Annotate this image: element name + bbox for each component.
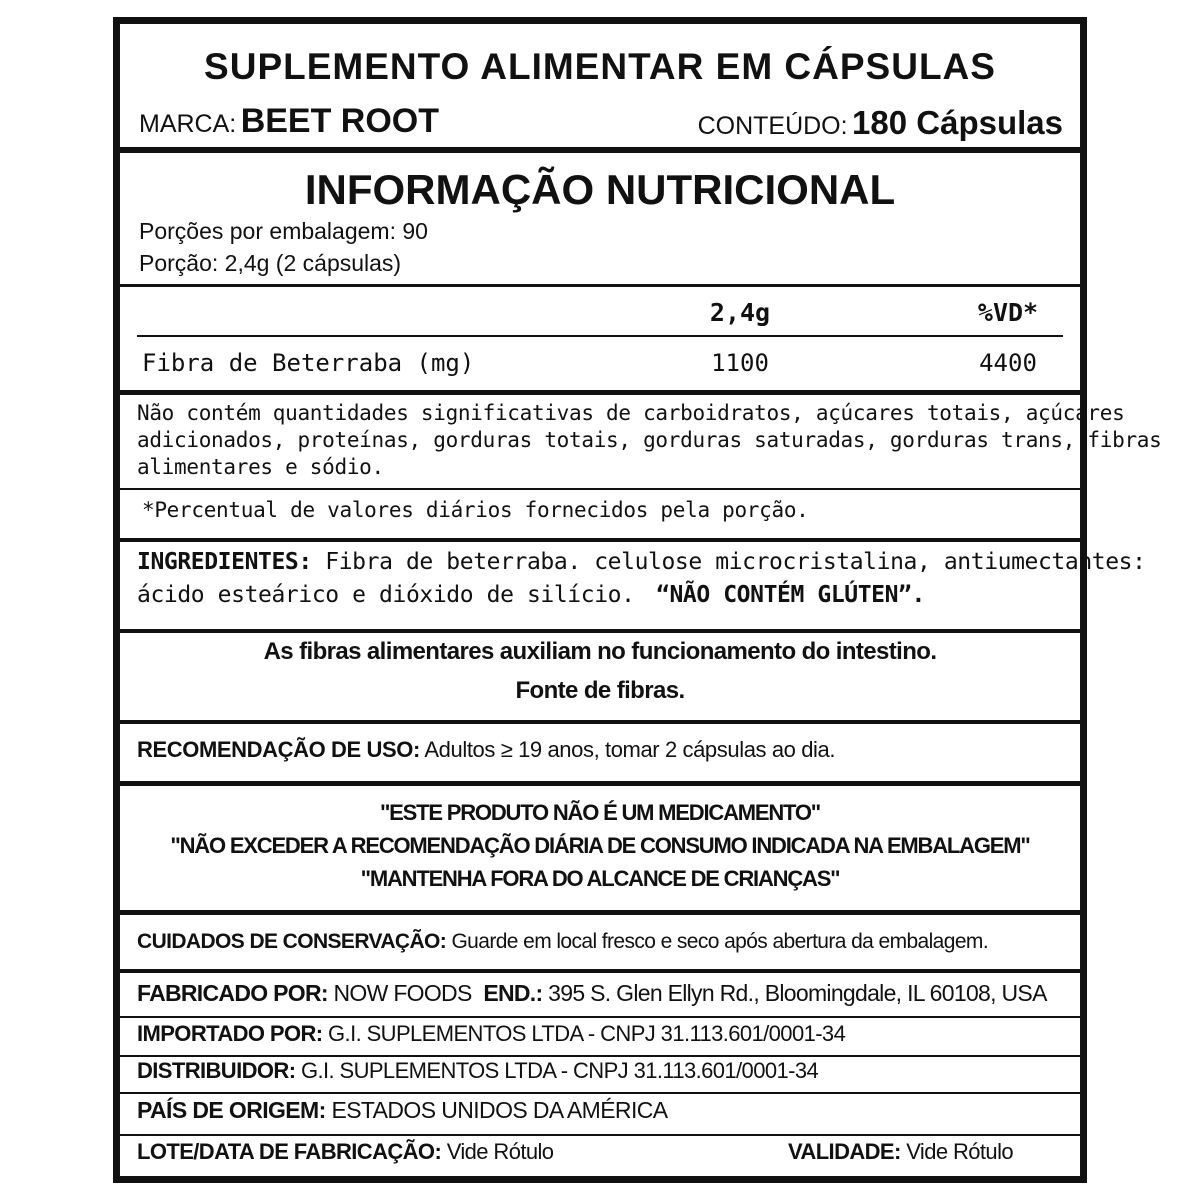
- batch-row: [137, 1139, 553, 1165]
- usage-text: Adultos ≥ 19 anos, tomar 2 cápsulas ao dia.: [424, 737, 836, 762]
- column-amount-header: 2,4g: [709, 298, 771, 327]
- content-row: [698, 104, 1063, 142]
- ingredients-text-1: Fibra de beterraba. celulose microcristalina, antiumectantes:: [325, 549, 1146, 575]
- servings-per-pack: Porções por embalagem: 90: [139, 218, 428, 244]
- manufacturer-name: NOW FOODS: [333, 980, 472, 1006]
- storage-label: CUIDADOS DE CONSERVAÇÃO:: [137, 930, 447, 953]
- nutrition-heading: INFORMAÇÃO NUTRICIONAL: [304, 166, 896, 213]
- divider-origin-top: [120, 1092, 1080, 1094]
- ingredients-line-2: [137, 582, 925, 608]
- divider-table-header: [137, 335, 1063, 337]
- nutrient-row-name: Fibra de Beterraba (mg): [142, 349, 475, 377]
- product-title: SUPLEMENTO ALIMENTAR EM CÁPSULAS: [204, 46, 996, 87]
- manufacturer-address: 395 S. Glen Ellyn Rd., Bloomingdale, IL 60108, USA: [548, 980, 1047, 1006]
- divider-usage-top: [120, 720, 1080, 724]
- divider-manufacturer-top: [120, 969, 1080, 973]
- usage-label: RECOMENDAÇÃO DE USO:: [137, 737, 420, 762]
- ingredients-label: INGREDIENTES:: [137, 549, 312, 575]
- validity-text: Vide Rótulo: [906, 1139, 1013, 1164]
- nutrient-row-dv: 4400: [979, 349, 1037, 377]
- not-significant-line-2: adicionados, proteínas, gorduras totais, gorduras saturadas, gorduras trans, fibras: [137, 428, 1162, 452]
- divider-batch-top: [120, 1134, 1080, 1136]
- warning-children: "MANTENHA FORA DO ALCANCE DE CRIANÇAS": [360, 866, 840, 891]
- column-dv-header: %VD*: [977, 298, 1039, 327]
- supplement-label: [113, 17, 1162, 1183]
- storage-row: [137, 930, 988, 954]
- distributor-text: G.I. SUPLEMENTOS LTDA - CNPJ 31.113.601/0001-34: [300, 1058, 819, 1083]
- divider-distributor-top: [120, 1055, 1080, 1057]
- warning-not-medicine: "ESTE PRODUTO NÃO É UM MEDICAMENTO": [379, 800, 821, 825]
- claim-line-1: As fibras alimentares auxiliam no funcionamento do intestino.: [263, 638, 937, 665]
- divider-table-bottom: [120, 390, 1080, 395]
- divider-storage-top: [120, 910, 1080, 915]
- ingredients-text-2: ácido esteárico e dióxido de silício.: [137, 582, 635, 608]
- brand-row: [139, 102, 439, 141]
- validity-row: [788, 1139, 1013, 1165]
- batch-label: LOTE/DATA DE FABRICAÇÃO:: [137, 1139, 442, 1164]
- nutrient-row-amount: 1100: [711, 349, 769, 377]
- divider-warnings-top: [120, 781, 1080, 786]
- origin-label: PAÍS DE ORIGEM:: [137, 1097, 326, 1123]
- claim-line-2: Fonte de fibras.: [515, 677, 685, 704]
- importer-text: G.I. SUPLEMENTOS LTDA - CNPJ 31.113.601/0001-34: [328, 1021, 846, 1046]
- content-value: 180 Cápsulas: [852, 104, 1063, 141]
- validity-label: VALIDADE:: [787, 1139, 901, 1164]
- warning-dosage: "NÃO EXCEDER A RECOMENDAÇÃO DIÁRIA DE CONSUMO INDICADA NA EMBALAGEM": [170, 833, 1030, 858]
- origin-row: [137, 1097, 667, 1124]
- divider-importer-top: [120, 1016, 1080, 1018]
- distributor-row: [137, 1058, 818, 1084]
- content-label: CONTEÚDO:: [697, 112, 848, 140]
- origin-text: ESTADOS UNIDOS DA AMÉRICA: [331, 1097, 668, 1123]
- divider-header: [120, 147, 1080, 153]
- divider-serving: [120, 284, 1080, 287]
- gluten-free-statement: “NÃO CONTÉM GLÚTEN”.: [656, 582, 925, 608]
- distributor-label: DISTRIBUIDOR:: [137, 1058, 296, 1083]
- importer-label: IMPORTADO POR:: [137, 1021, 323, 1046]
- divider-ingredients-top: [120, 538, 1080, 542]
- ingredients-line-1: [137, 549, 1146, 575]
- usage-row: [137, 737, 835, 763]
- manufacturer-row: [137, 980, 1047, 1007]
- importer-row: [137, 1021, 845, 1047]
- manufacturer-label: FABRICADO POR:: [137, 980, 328, 1006]
- dv-footnote: *Percentual de valores diários fornecidos pela porção.: [142, 498, 809, 522]
- brand-label: MARCA:: [139, 110, 237, 138]
- not-significant-line-1: Não contém quantidades significativas de carboidratos, açúcares totais, açúcares: [137, 401, 1125, 425]
- address-label: END.:: [483, 980, 543, 1006]
- divider-claim-top: [120, 629, 1080, 633]
- batch-text: Vide Rótulo: [446, 1139, 554, 1164]
- serving-size: Porção: 2,4g (2 cápsulas): [139, 250, 402, 276]
- storage-text: Guarde em local fresco e seco após abertura da embalagem.: [451, 930, 989, 953]
- not-significant-line-3: alimentares e sódio.: [137, 455, 384, 479]
- divider-footnote-top: [120, 488, 1080, 490]
- brand-value: BEET ROOT: [240, 102, 440, 140]
